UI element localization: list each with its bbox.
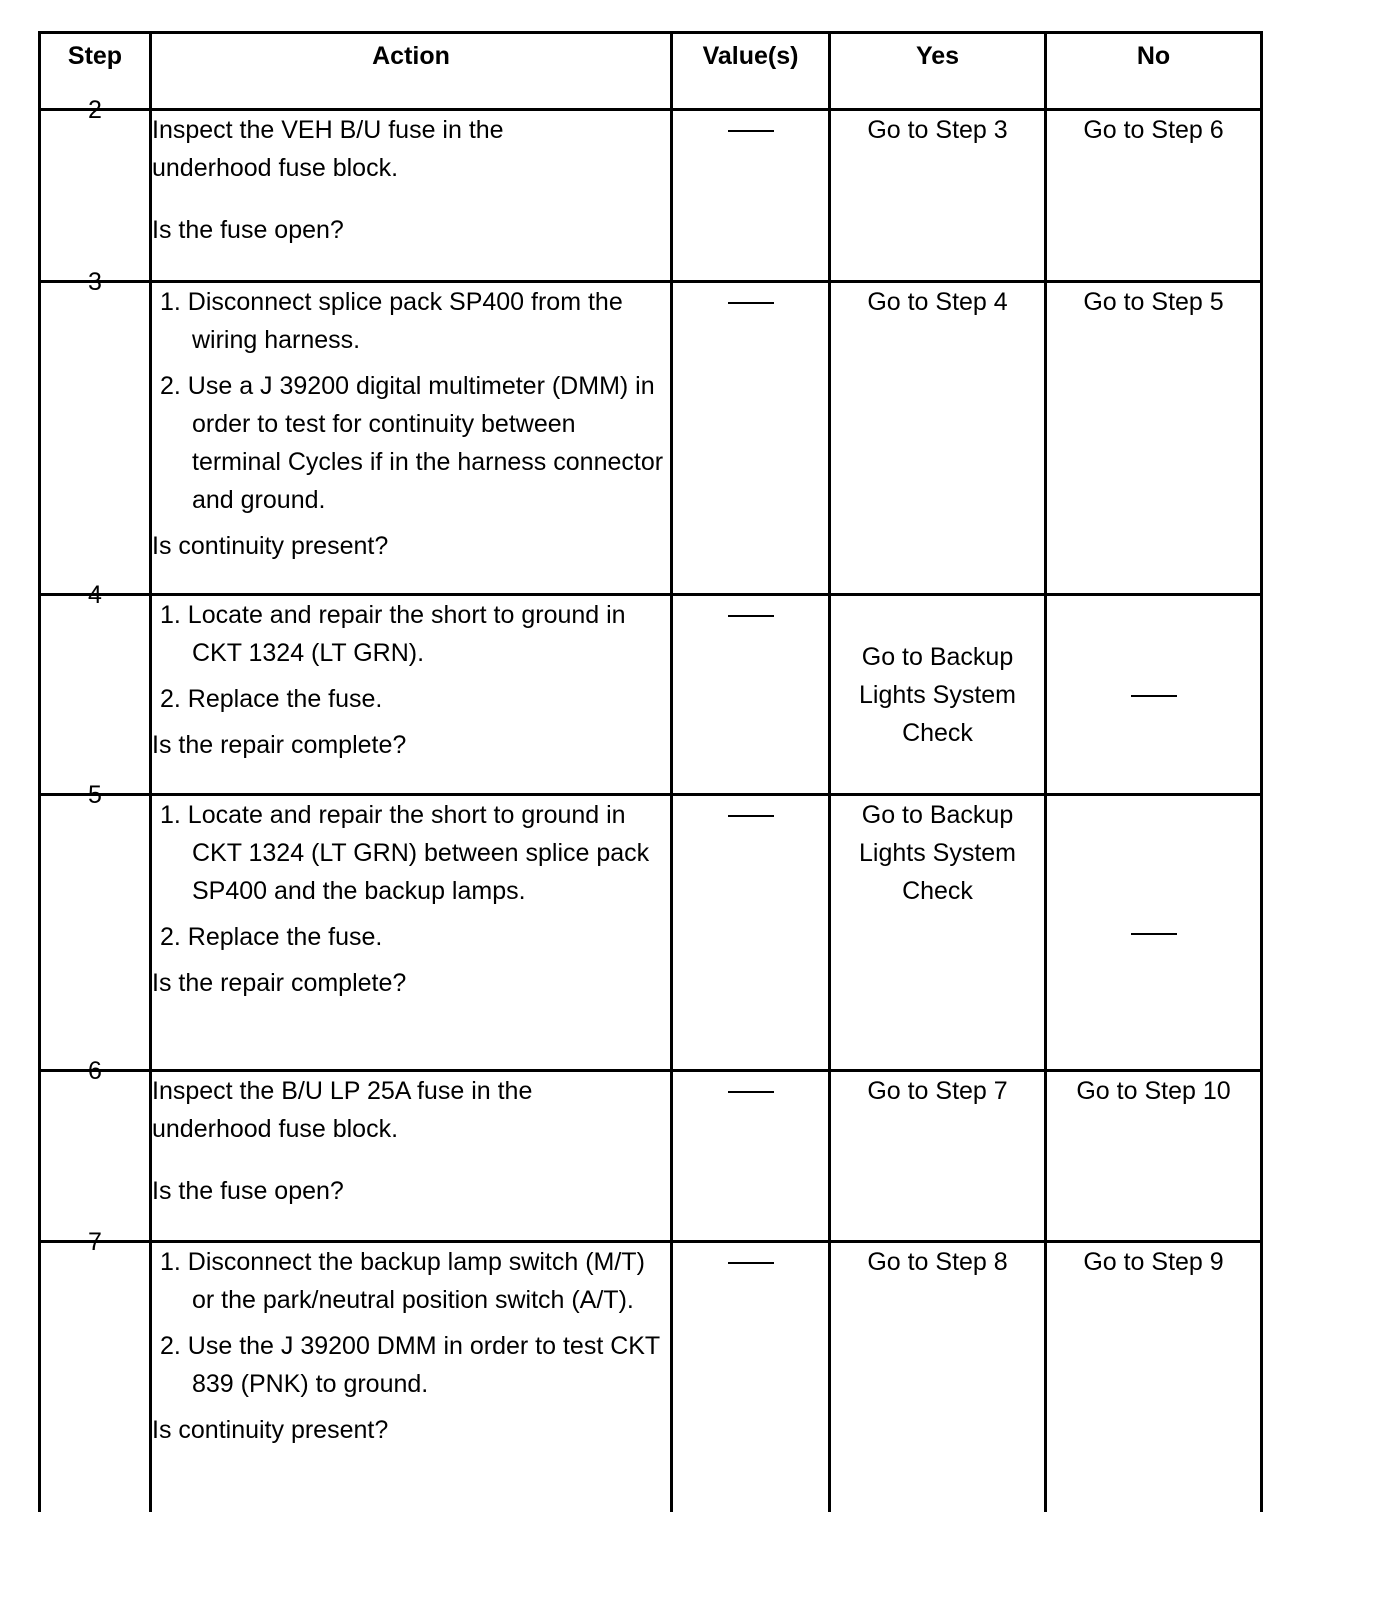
header-row (40, 33, 1262, 110)
action-question: Is the fuse open? (152, 216, 344, 244)
diagnostic-table (38, 31, 1263, 1512)
step-number: 4 (88, 581, 102, 609)
yes-cell (830, 1242, 1046, 1512)
value-dash (728, 302, 774, 304)
action-item: 1. Locate and repair the short to ground in CKT 1324 (LT GRN) between splice pack SP400 and the backup lamps. (160, 801, 650, 905)
header-action: Action (151, 33, 672, 110)
action-item: 2. Use the J 39200 DMM in order to test CKT 839 (PNK) to ground. (160, 1332, 660, 1398)
step-cell (40, 1057, 151, 1242)
header-no: No (1046, 33, 1262, 110)
yes-result: Go to Step 8 (867, 1248, 1008, 1276)
action-cell (151, 110, 672, 282)
action-item: 2. Replace the fuse. (160, 685, 383, 713)
step-number: 2 (88, 96, 102, 124)
value-cell (672, 110, 830, 282)
step-cell (40, 581, 151, 795)
action-item: 2. Use a J 39200 digital multimeter (DMM) in order to test for continuity between terminal Cycles if in the harness connector and ground. (160, 372, 664, 514)
action-question: Is the fuse open? (152, 1177, 344, 1205)
action-text: Inspect the VEH B/U fuse in the (152, 116, 504, 144)
value-cell (672, 282, 830, 595)
diagnostic-table-page (38, 31, 1260, 1512)
step-cell (40, 781, 151, 1071)
action-cell (151, 795, 672, 1071)
action-cell (151, 1242, 672, 1512)
action-item: 1. Disconnect splice pack SP400 from the wiring harness. (160, 288, 623, 354)
action-cell (151, 1071, 672, 1242)
header-values: Value(s) (672, 33, 830, 110)
yes-result: Go to Step 3 (867, 116, 1008, 144)
no-dash (1131, 695, 1177, 697)
no-result: Go to Step 10 (1076, 1077, 1231, 1105)
no-cell (1046, 1242, 1262, 1512)
no-result: Go to Step 9 (1083, 1248, 1224, 1276)
yes-result: Go to Step 4 (867, 288, 1008, 316)
step-cell (40, 268, 151, 595)
step-cell (40, 1228, 151, 1512)
action-text: underhood fuse block. (152, 1115, 399, 1143)
action-item: 1. Locate and repair the short to ground in CKT 1324 (LT GRN). (160, 601, 626, 667)
no-cell (1046, 282, 1262, 595)
step-number: 6 (88, 1057, 102, 1085)
table-row (40, 795, 1262, 1071)
value-cell (672, 595, 830, 795)
yes-result: Go to Backup Lights System Check (858, 642, 1016, 747)
table-row (40, 1071, 1262, 1242)
no-cell (1046, 110, 1262, 282)
no-cell (1046, 595, 1262, 795)
value-cell (672, 1071, 830, 1242)
value-dash (728, 1262, 774, 1264)
yes-cell (830, 282, 1046, 595)
yes-result: Go to Backup Lights System Check (858, 801, 1016, 905)
action-item: 1. Disconnect the backup lamp switch (M/T) or the park/neutral position switch (A/T). (160, 1248, 645, 1314)
value-dash (728, 615, 774, 617)
action-cell (151, 282, 672, 595)
action-question: Is the repair complete? (152, 969, 407, 997)
action-cell (151, 595, 672, 795)
yes-cell (830, 595, 1046, 795)
value-cell (672, 1242, 830, 1512)
table-row (40, 110, 1262, 282)
no-dash (1131, 933, 1177, 935)
yes-result: Go to Step 7 (867, 1077, 1008, 1105)
value-dash (728, 1091, 774, 1093)
no-cell (1046, 1071, 1262, 1242)
header-yes: Yes (830, 33, 1046, 110)
no-result: Go to Step 6 (1083, 116, 1224, 144)
header-step: Step (40, 33, 151, 110)
action-text: underhood fuse block. (152, 154, 399, 182)
value-dash (728, 815, 774, 817)
no-result: Go to Step 5 (1083, 288, 1224, 316)
action-question: Is continuity present? (152, 532, 389, 560)
yes-cell (830, 1071, 1046, 1242)
step-cell (40, 96, 151, 282)
table-row (40, 282, 1262, 595)
action-question: Is continuity present? (152, 1416, 389, 1444)
step-number: 5 (88, 781, 102, 809)
yes-cell (830, 110, 1046, 282)
action-item: 2. Replace the fuse. (160, 923, 383, 951)
no-cell (1046, 795, 1262, 1071)
action-question: Is the repair complete? (152, 731, 407, 759)
step-number: 3 (88, 268, 102, 296)
value-dash (728, 130, 774, 132)
table-row (40, 1242, 1262, 1512)
value-cell (672, 795, 830, 1071)
yes-cell (830, 795, 1046, 1071)
table-row (40, 595, 1262, 795)
action-text: Inspect the B/U LP 25A fuse in the (152, 1077, 533, 1105)
step-number: 7 (88, 1228, 102, 1256)
